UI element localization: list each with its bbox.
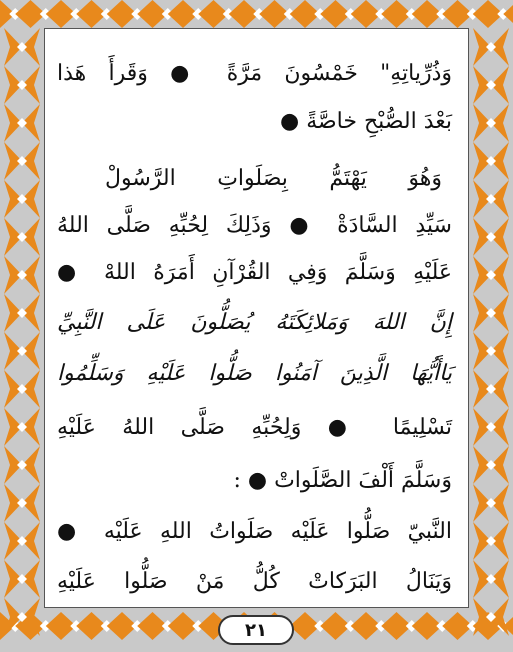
page-number: ٢١	[245, 619, 267, 641]
text-line-1: وَذُرِّياتِهِ" خَمْسُونَ مَرَّةً ● وَقَرأَ هَذا	[57, 61, 452, 86]
text-line-7: يَاأَيُّهَا الَّذِينَ آمَنُوا صَلُّوا عَلَيْهِ وَسَلِّمُوا	[57, 361, 452, 386]
text-line-2: بَعْدَ الصُّبْحِ خاصَّةً ●	[280, 109, 452, 134]
text-line-6: إِنَّ اللهَ وَمَلائِكَتَهُ يُصَلُّونَ عَلَى النَّبِيِّ	[57, 310, 452, 335]
text-line-5: عَلَيْهِ وَسَلَّمَ وَفِي القُرْآنِ أَمَرَهُ اللهْ ●	[57, 260, 452, 285]
page-number-badge	[218, 615, 294, 645]
text-line-9: وَسَلَّمَ أَلْفَ الصَّلَواتْ ● :	[233, 468, 452, 493]
text-line-4: سَيِّدِ السَّادَةْ ● وَذَلِكَ لِحُبِّهِ صَلَّى اللهُ	[57, 213, 452, 238]
text-line-10: النَّبيّ صَلُّوا عَلَيْه صَلَواتُ اللهِ عَلَيْه ●	[57, 519, 452, 544]
page-text-area	[44, 28, 469, 608]
text-line-8: تَسْلِيمًا ● وَلِحُبِّهِ صَلَّى اللهُ عَلَيْهِ	[57, 415, 452, 440]
text-line-11: وَيَنَالُ البَرَكاتْ كُلُّ مَنْ صَلُّوا عَلَيْهِ	[57, 569, 452, 594]
text-line-3: وَهُوَ يَهْتَمُّ بِصَلَواتِ الرَّسُولْ	[105, 166, 442, 191]
